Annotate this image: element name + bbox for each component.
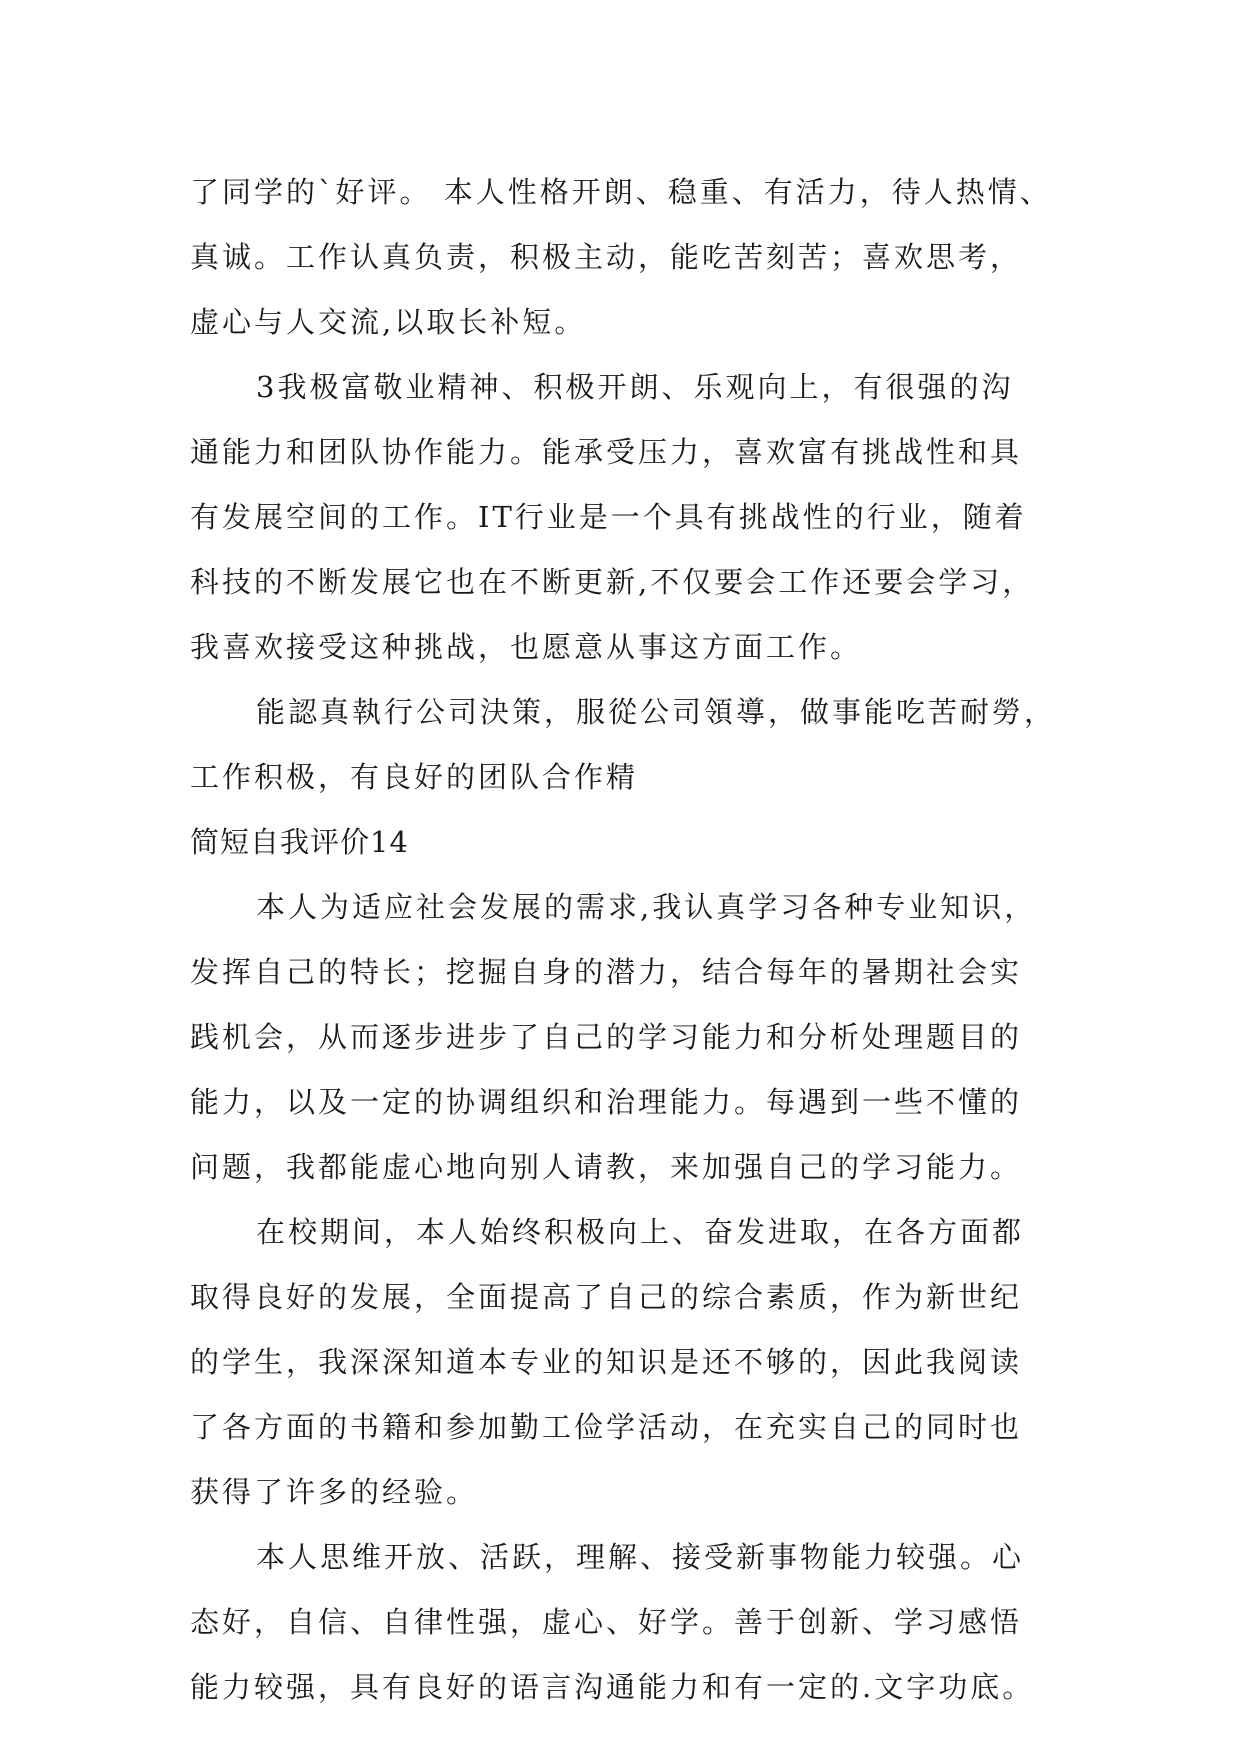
paragraph-line: 问题，我都能虚心地向别人请教，来加强自己的学习能力。 [190, 1150, 1023, 1184]
paragraph-line: 我喜欢接受这种挑战，也愿意从事这方面工作。 [190, 630, 863, 664]
paragraph-line: 态好，自信、自律性强，虚心、好学。善于创新、学习感悟 [190, 1605, 1023, 1639]
document-body [190, 160, 1090, 1720]
paragraph-first-line: 能認真執行公司決策，服從公司領導，做事能吃苦耐勞， [256, 695, 1057, 729]
paragraph-line: 能力较强，具有良好的语言沟通能力和有一定的.文字功底。 [190, 1670, 1035, 1704]
paragraph-line: 真诚。工作认真负责，积极主动，能吃苦刻苦；喜欢思考， [190, 240, 1023, 274]
paragraph-line: 发挥自己的特长；挖掘自身的潜力，结合每年的暑期社会实 [190, 955, 1023, 989]
paragraph-line: 通能力和团队协作能力。能承受压力，喜欢富有挑战性和具 [190, 435, 1023, 469]
paragraph-first-line: 本人为适应社会发展的需求,我认真学习各种专业知识， [256, 890, 1037, 924]
paragraph-line: 取得良好的发展，全面提高了自己的综合素质，作为新世纪 [190, 1280, 1023, 1314]
paragraph-first-line: 在校期间，本人始终积极向上、奋发进取，在各方面都 [256, 1215, 1025, 1249]
paragraph-line: 有发展空间的工作。IT行业是一个具有挑战性的行业，随着 [190, 500, 1027, 534]
paragraph-first-line: 3我极富敬业精神、积极开朗、乐观向上，有很强的沟 [256, 370, 1014, 404]
paragraph-line: 了各方面的书籍和参加勤工俭学活动，在充实自己的同时也 [190, 1410, 1023, 1444]
paragraph-line: 获得了许多的经验。 [190, 1475, 479, 1509]
paragraph-line: 践机会，从而逐步进步了自己的学习能力和分析处理题目的 [190, 1020, 1023, 1054]
paragraph-line: 了同学的`好评。 本人性格开朗、稳重、有活力，待人热情、 [190, 175, 1052, 209]
paragraph-line: 的学生，我深深知道本专业的知识是还不够的，因此我阅读 [190, 1345, 1023, 1379]
paragraph-line: 能力，以及一定的协调组织和治理能力。每遇到一些不懂的 [190, 1085, 1023, 1119]
section-heading: 简短自我评价14 [190, 825, 409, 859]
paragraph-line: 虚心与人交流,以取长补短。 [190, 305, 587, 339]
paragraph-first-line: 本人思维开放、活跃，理解、接受新事物能力较强。心 [256, 1540, 1025, 1574]
paragraph-line: 工作积极，有良好的团队合作精 [190, 760, 639, 794]
paragraph-line: 科技的不断发展它也在不断更新,不仅要会工作还要会学习， [190, 565, 1035, 599]
